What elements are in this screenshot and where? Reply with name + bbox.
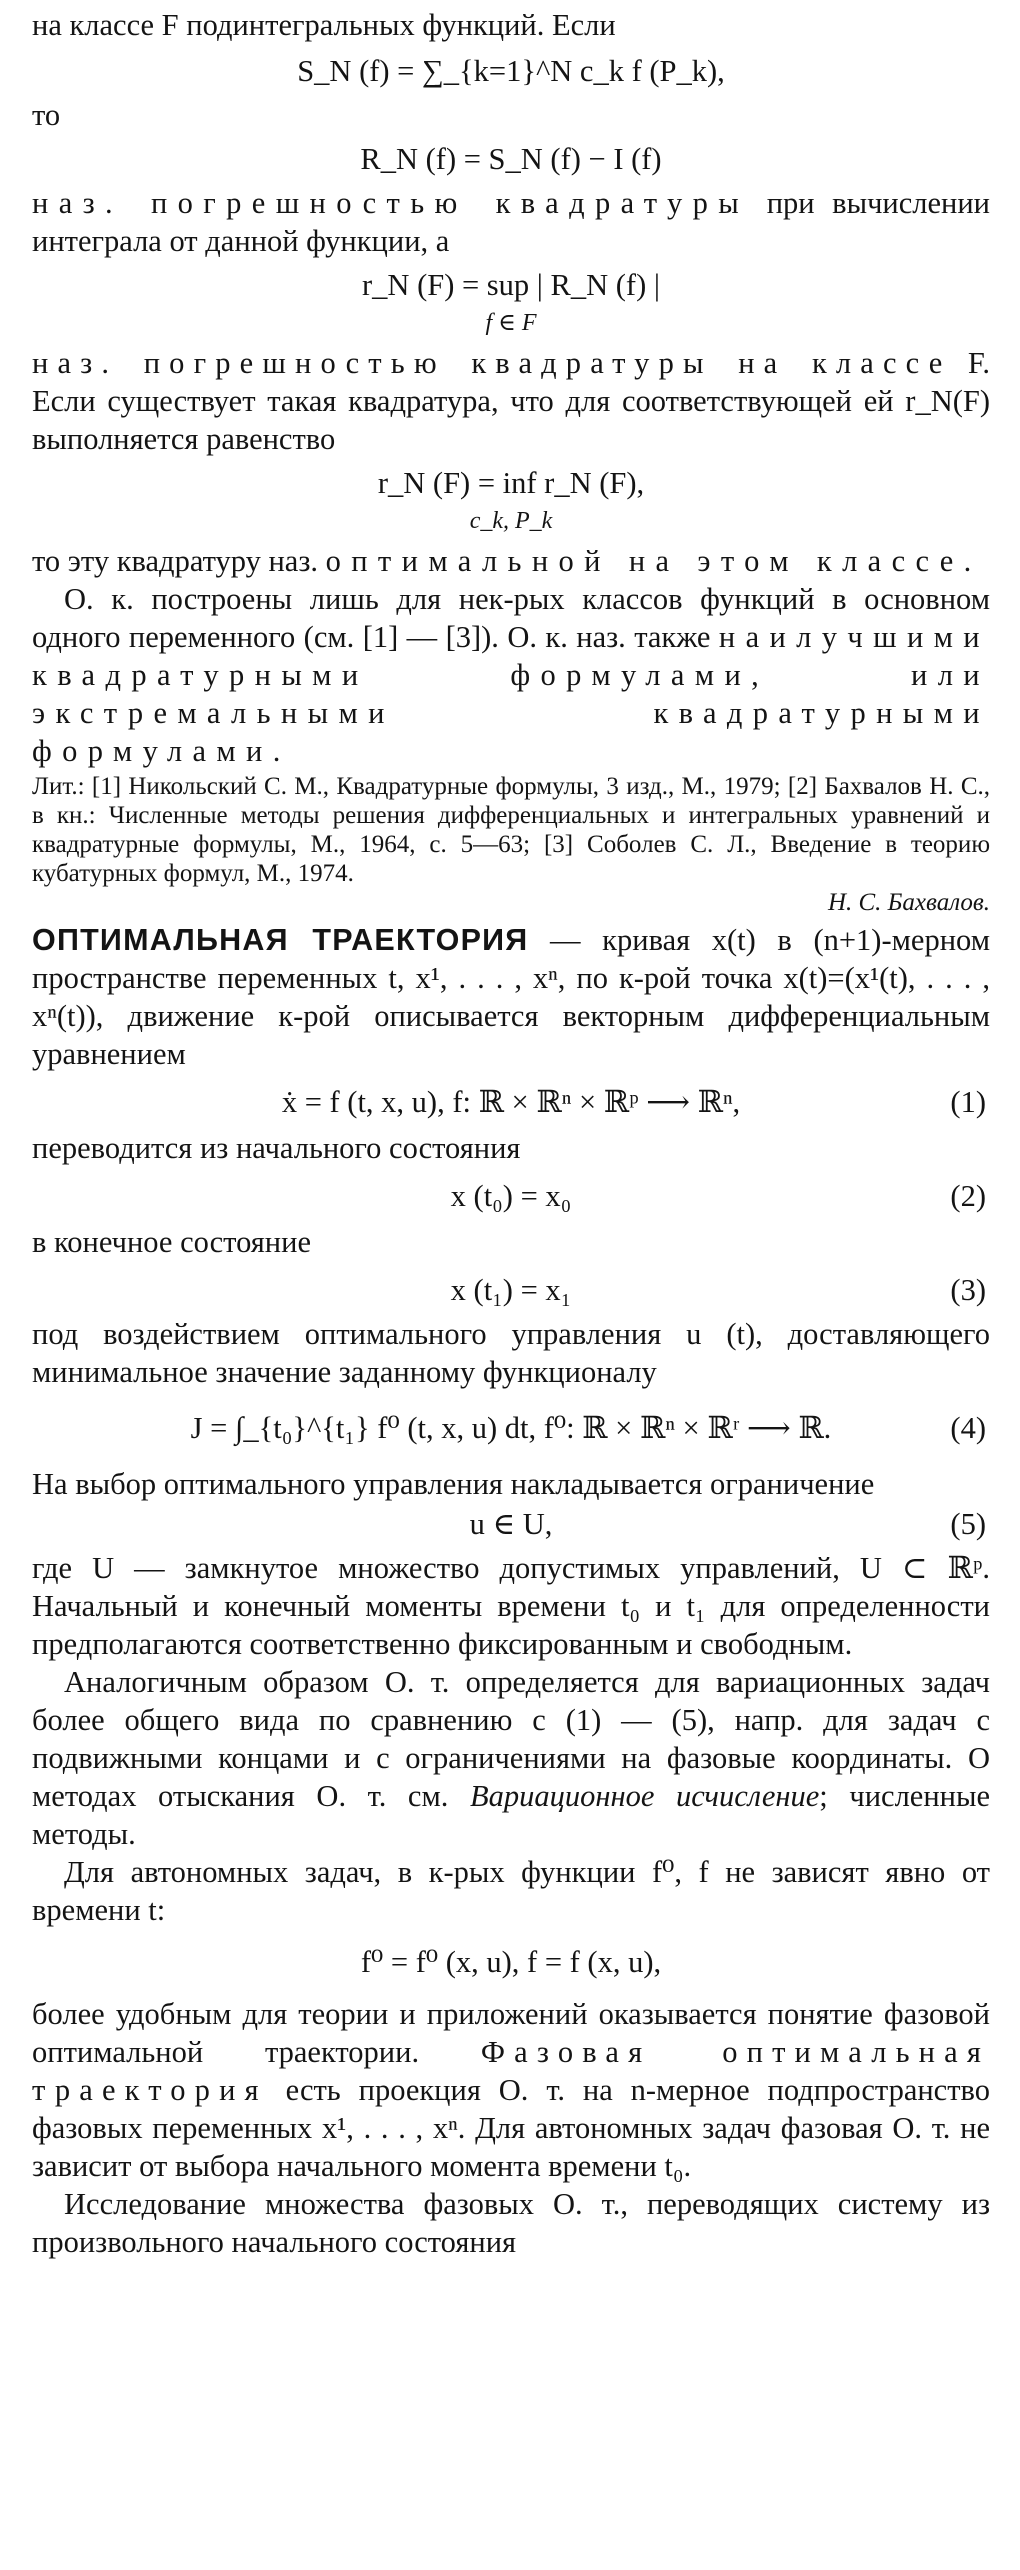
text: ; численные методы. [32,1779,991,1851]
formula-6: f⁰ = f⁰ (x, u), f = f (x, u), [360,1945,662,1979]
formula-text: ẋ = f (t, x, u), f: ℝ × ℝⁿ × ℝᵖ ⟶ ℝⁿ, [281,1085,741,1119]
article-heading-paragraph [32,921,990,1073]
paragraph [32,580,990,770]
equation-number: (2) [950,1179,986,1213]
text-line: на классе F подинтегральных функций. Если [32,8,616,42]
paragraph: На выбор оптимального управления накладывается ограничение [32,1467,875,1501]
term: наилучшими квадратурными формулами, или экстремальными квадратурными формулами. [32,620,990,768]
text: то эту квадратуру наз. [32,544,326,578]
term: Фазовая оптимальная траектория [32,2035,990,2107]
article-title: ОПТИМАЛЬНАЯ ТРАЕКТОРИЯ [32,923,529,957]
equation-number: (1) [950,1085,986,1119]
formula-inf [32,458,990,542]
formula-main: r_N (F) = inf r_N (F), [377,466,645,500]
text: — кривая x(t) в (n+1)-мерном пространстве переменных t, x¹, . . . , xⁿ, по к-рой точка x(t)=(x¹(t), . . . , xⁿ(t)), движение к-рой описывается векторным дифференциальным уравнением [32,923,990,1071]
formula-subscript: c_k, P_k [469,508,553,534]
formula-sn: S_N (f) = ∑_{k=1}^N c_k f (P_k), [297,54,725,88]
paragraph [32,1995,990,2185]
text-line: в конечное состояние [32,1225,311,1259]
term: наз. погрешностью квадратуры [32,186,750,220]
formula-5 [32,1505,990,1543]
formula-4 [32,1409,990,1447]
formula-text: x (t₀) = x₀ [450,1179,572,1213]
equation-number: (5) [950,1507,986,1541]
paragraph: где U — замкнутое множество допустимых управлений, U ⊂ ℝᵖ. Начальный и конечный моменты времени t₀ и t₁ для определенности предполагаются соответственно фиксированным и свободным. [32,1551,990,1661]
text: есть проекция О. т. на n-мерное подпространство фазовых переменных x¹, . . . , xⁿ. Для автономных задач фазовая О. т. не зависит от выбора начального момента времени t₀. [32,2073,990,2183]
text: F. Если существует такая квадратура, что для соответствующей ей r_N(F) выполняется равенство [32,346,990,456]
literature: Лит.: [1] Никольский С. М., Квадратурные формулы, 3 изд., М., 1979; [2] Бахвалов Н. С., в кн.: Численные методы решения дифференциальных и интегральных уравнений и квадратурные формулы, М., 1964, с. 5—63; [3] Соболев С. Л., Введение в теорию кубатурных формул, М., 1974. [32,773,990,887]
text: О. к. построены лишь для нек-рых классов функций в основном одного переменного (см. [1] — [3]). О. к. наз. также [32,582,990,654]
paragraph: под воздействием оптимального управления u (t), доставляющего минимальное значение заданному функционалу [32,1317,990,1389]
text: более удобным для теории и приложений оказывается понятие фазовой оптимальной траектории. [32,1997,990,2069]
text: Аналогичным образом О. т. определяется для вариационных задач более общего вида по сравнению с (1) — (5), напр. для задач с подвижными концами и с ограничениями на фазовые координаты. О методах отыскания О. т. см. [32,1665,990,1813]
term: наз. погрешностью квадратуры на классе [32,346,952,380]
equation-number: (3) [950,1273,986,1307]
term: оптимальной на этом классе. [325,544,982,578]
formula-text: J = ∫_{t₀}^{t₁} f⁰ (t, x, u) dt, f⁰: ℝ × ℝⁿ × ℝʳ ⟶ ℝ. [190,1411,832,1445]
formula-text: x (t₁) = x₁ [450,1273,572,1307]
text: при вычислении интеграла от данной функции, а [32,186,990,258]
formula-text: u ∈ U, [469,1507,553,1541]
formula-1 [32,1083,990,1121]
formula-main: r_N (F) = sup | R_N (f) | [362,268,660,302]
paragraph [32,344,990,458]
paragraph: Исследование множества фазовых О. т., переводящих систему из произвольного начального состояния [32,2187,990,2259]
paragraph: Для автономных задач, в к-рых функции f⁰, f не зависят явно от времени t: [32,1855,990,1927]
paragraph [32,184,990,260]
formula-2 [32,1177,990,1215]
cross-reference-link[interactable]: Вариационное исчисление [470,1779,820,1813]
paragraph [32,542,990,580]
formula-rn: R_N (f) = S_N (f) − I (f) [360,142,662,176]
text-line: то [32,98,61,132]
paragraph [32,1663,990,1853]
formula-rnf [32,260,990,344]
text-line: переводится из начального состояния [32,1131,521,1165]
author-signature: Н. С. Бахвалов. [827,889,990,916]
formula-subscript: f ∈ F [485,310,537,336]
equation-number: (4) [950,1411,986,1445]
formula-3 [32,1271,990,1309]
